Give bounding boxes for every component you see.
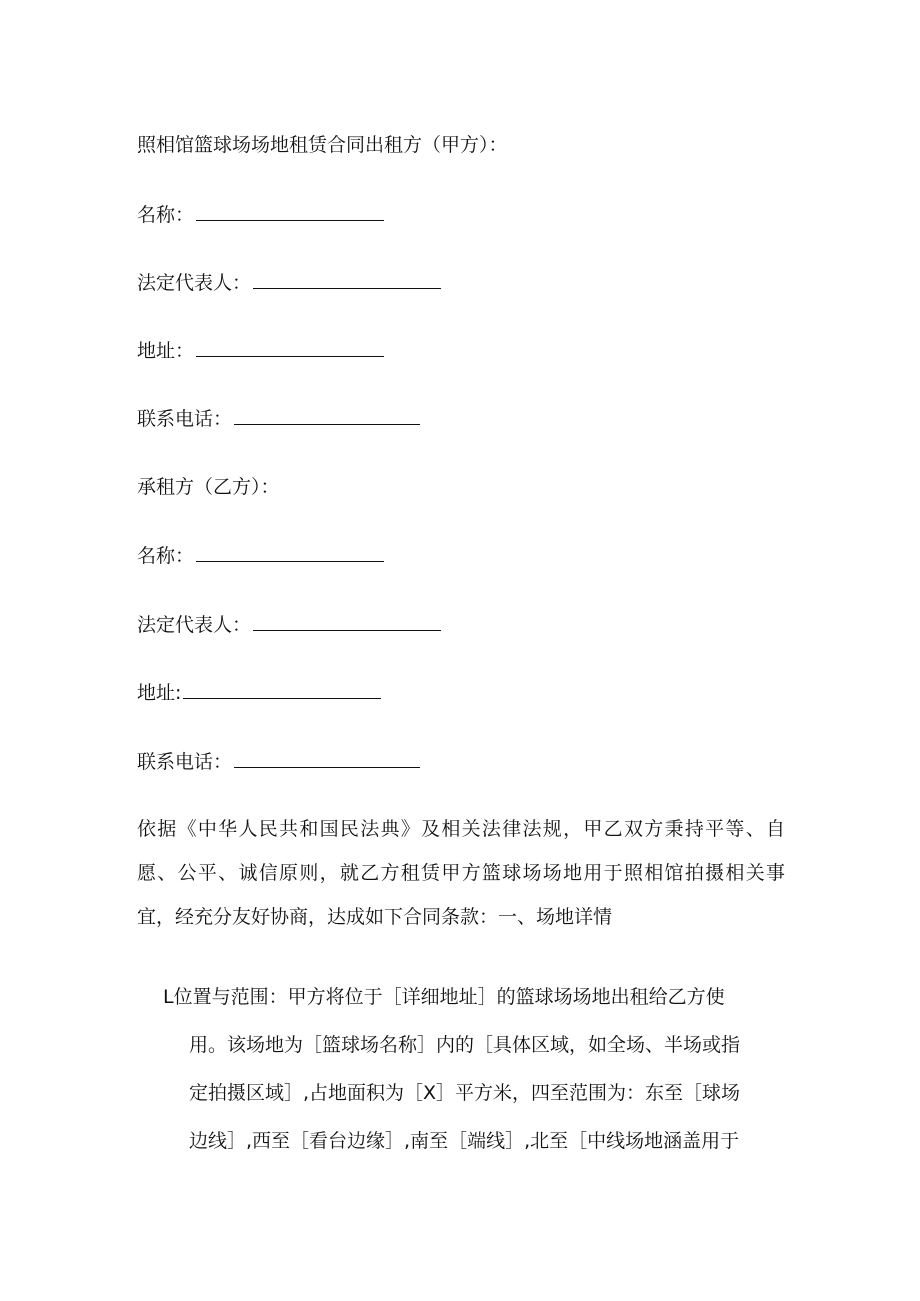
- intro-row: 愿、公平、诚信原则，就乙方租赁甲方篮球场场地用于照相馆拍摄相关事: [137, 862, 785, 884]
- contract-title-line: [137, 133, 508, 157]
- lessee-name-blank: [196, 543, 384, 562]
- clause-row: 定拍摄区域］,占地面积为［X］平方米，四至范围为：东至［球场: [189, 1082, 741, 1104]
- lessor-address-label: 地址：: [137, 340, 195, 362]
- clause-row: 用。该场地为［篮球场名称］内的［具体区域，如全场、半场或指: [189, 1034, 741, 1056]
- lessee-rep-blank: [253, 612, 441, 631]
- lessor-address-line: [137, 338, 384, 363]
- intro-paragraph: [137, 807, 785, 939]
- lessee-name-line: [137, 543, 384, 568]
- lessor-phone-line: [137, 406, 420, 431]
- lessor-rep-label: 法定代表人：: [137, 272, 252, 294]
- clause-row: L位置与范围：甲方将位于［详细地址］的篮球场场地出租给乙方使: [163, 986, 725, 1008]
- lessee-address-blank: [183, 680, 381, 699]
- lessee-address-line: [137, 680, 381, 705]
- lessee-name-label: 名称：: [137, 545, 195, 567]
- lessee-rep-label: 法定代表人：: [137, 614, 252, 636]
- lessor-name-label: 名称：: [137, 204, 195, 226]
- lessor-phone-label: 联系电话：: [137, 408, 233, 430]
- lessor-phone-blank: [234, 406, 420, 425]
- lessor-rep-line: [137, 270, 441, 295]
- lessor-name-blank: [196, 202, 384, 221]
- lessee-phone-blank: [234, 749, 420, 768]
- clause-row: 边线］,西至［看台边缘］,南至［端线］,北至［中线场地涵盖用于: [189, 1130, 740, 1152]
- lessee-phone-line: [137, 749, 420, 774]
- lessee-rep-line: [137, 612, 441, 637]
- lessee-address-label: 地址:: [137, 682, 182, 704]
- intro-row: 依据《中华人民共和国民法典》及相关法律法规，甲乙双方秉持平等、自: [137, 818, 785, 840]
- intro-row: 宜，经充分友好协商，达成如下合同条款：一、场地详情: [137, 906, 613, 928]
- lessor-rep-blank: [253, 270, 441, 289]
- lessee-heading-line: [137, 475, 280, 499]
- lessor-name-line: [137, 202, 384, 227]
- lessee-heading: 承租方（乙方）：: [137, 476, 280, 498]
- lessee-phone-label: 联系电话：: [137, 751, 233, 773]
- title-text: 照相馆篮球场场地租赁合同出租方（甲方）：: [137, 134, 508, 156]
- lessor-address-blank: [196, 338, 384, 357]
- clause-location-scope: [163, 973, 775, 1165]
